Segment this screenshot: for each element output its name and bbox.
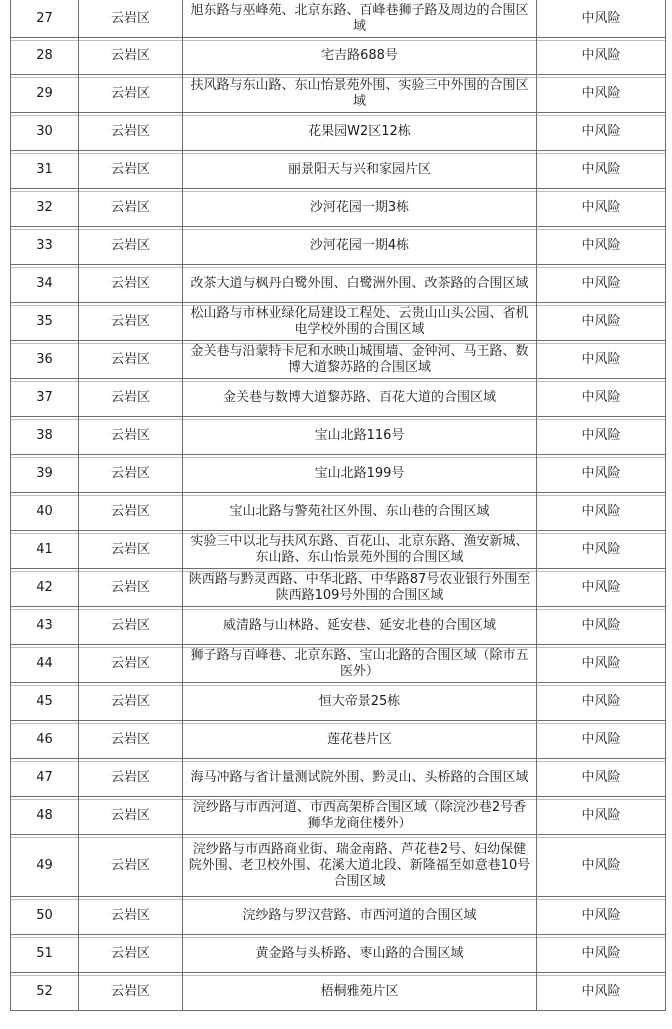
cell-area: 狮子路与百峰巷、北京东路、宝山北路的合围区域（除市五医外） xyxy=(182,644,536,682)
cell-area: 浣纱路与市西河道、市西高架桥合围区域（除浣沙巷2号香狮华龙商住楼外） xyxy=(182,796,536,834)
cell-district: 云岩区 xyxy=(78,0,182,37)
cell-district: 云岩区 xyxy=(78,378,182,416)
cell-risk-level: 中风险 xyxy=(536,896,666,934)
cell-risk-level: 中风险 xyxy=(536,530,666,568)
table-row xyxy=(10,568,666,606)
cell-number: 42 xyxy=(10,568,78,606)
cell-risk-level: 中风险 xyxy=(536,568,666,606)
table-row xyxy=(10,454,666,492)
cell-district: 云岩区 xyxy=(78,972,182,1011)
table-row xyxy=(10,188,666,226)
cell-number: 36 xyxy=(10,340,78,378)
cell-number: 46 xyxy=(10,720,78,758)
cell-risk-level: 中风险 xyxy=(536,454,666,492)
cell-risk-level: 中风险 xyxy=(536,188,666,226)
table-row xyxy=(10,416,666,454)
cell-area: 莲花巷片区 xyxy=(182,720,536,758)
table-row xyxy=(10,896,666,934)
table-row xyxy=(10,834,666,896)
table-row xyxy=(10,972,666,1011)
cell-number: 50 xyxy=(10,896,78,934)
cell-area: 黄金路与头桥路、枣山路的合围区域 xyxy=(182,934,536,972)
cell-number: 44 xyxy=(10,644,78,682)
cell-area: 浣纱路与罗汉营路、市西河道的合围区域 xyxy=(182,896,536,934)
cell-number: 32 xyxy=(10,188,78,226)
cell-district: 云岩区 xyxy=(78,492,182,530)
cell-risk-level: 中风险 xyxy=(536,720,666,758)
cell-district: 云岩区 xyxy=(78,606,182,644)
cell-risk-level: 中风险 xyxy=(536,226,666,264)
cell-district: 云岩区 xyxy=(78,74,182,112)
cell-district: 云岩区 xyxy=(78,834,182,896)
cell-area: 沙河花园一期3栋 xyxy=(182,188,536,226)
table-row xyxy=(10,226,666,264)
cell-risk-level: 中风险 xyxy=(536,492,666,530)
cell-district: 云岩区 xyxy=(78,758,182,796)
cell-number: 48 xyxy=(10,796,78,834)
cell-district: 云岩区 xyxy=(78,37,182,74)
cell-area: 改茶大道与枫丹白鹭外围、白鹭洲外围、改茶路的合围区域 xyxy=(182,264,536,302)
cell-district: 云岩区 xyxy=(78,454,182,492)
table-row xyxy=(10,492,666,530)
table-row xyxy=(10,264,666,302)
cell-district: 云岩区 xyxy=(78,226,182,264)
cell-district: 云岩区 xyxy=(78,644,182,682)
cell-area: 宅吉路688号 xyxy=(182,37,536,74)
table-row xyxy=(10,302,666,340)
cell-risk-level: 中风险 xyxy=(536,37,666,74)
cell-district: 云岩区 xyxy=(78,934,182,972)
cell-area: 宝山北路与警苑社区外围、东山巷的合围区域 xyxy=(182,492,536,530)
cell-area: 宝山北路116号 xyxy=(182,416,536,454)
cell-number: 34 xyxy=(10,264,78,302)
cell-number: 47 xyxy=(10,758,78,796)
cell-district: 云岩区 xyxy=(78,340,182,378)
cell-area: 陕西路与黔灵西路、中华北路、中华路87号农业银行外围至陕西路109号外围的合围区域 xyxy=(182,568,536,606)
table-row xyxy=(10,150,666,188)
cell-number: 37 xyxy=(10,378,78,416)
cell-number: 49 xyxy=(10,834,78,896)
cell-number: 52 xyxy=(10,972,78,1011)
cell-number: 33 xyxy=(10,226,78,264)
cell-district: 云岩区 xyxy=(78,188,182,226)
cell-area: 沙河花园一期4栋 xyxy=(182,226,536,264)
cell-number: 30 xyxy=(10,112,78,150)
cell-number: 28 xyxy=(10,37,78,74)
cell-number: 27 xyxy=(10,0,78,37)
table-row xyxy=(10,112,666,150)
cell-area: 威清路与山林路、延安巷、延安北巷的合围区域 xyxy=(182,606,536,644)
cell-area: 海马冲路与省计量测试院外围、黔灵山、头桥路的合围区域 xyxy=(182,758,536,796)
table-row xyxy=(10,644,666,682)
cell-risk-level: 中风险 xyxy=(536,150,666,188)
cell-district: 云岩区 xyxy=(78,720,182,758)
cell-number: 40 xyxy=(10,492,78,530)
table-row xyxy=(10,530,666,568)
cell-number: 45 xyxy=(10,682,78,720)
table-row xyxy=(10,340,666,378)
cell-number: 39 xyxy=(10,454,78,492)
cell-risk-level: 中风险 xyxy=(536,74,666,112)
table-row xyxy=(10,0,666,37)
cell-area: 恒大帝景25栋 xyxy=(182,682,536,720)
cell-area: 旭东路与巫峰苑、北京东路、百峰巷狮子路及周边的合围区域 xyxy=(182,0,536,37)
cell-risk-level: 中风险 xyxy=(536,972,666,1011)
cell-area: 浣纱路与市西路商业街、瑞金南路、芦花巷2号、妇幼保健院外围、老卫校外围、花溪大道北段、新隆福至如意巷10号合围区域 xyxy=(182,834,536,896)
cell-area: 扶风路与东山路、东山怡景苑外围、实验三中外围的合围区域 xyxy=(182,74,536,112)
cell-district: 云岩区 xyxy=(78,264,182,302)
cell-number: 51 xyxy=(10,934,78,972)
cell-risk-level: 中风险 xyxy=(536,758,666,796)
cell-area: 花果园W2区12栋 xyxy=(182,112,536,150)
table-row xyxy=(10,74,666,112)
cell-risk-level: 中风险 xyxy=(536,644,666,682)
cell-number: 29 xyxy=(10,74,78,112)
table-row xyxy=(10,606,666,644)
cell-area: 松山路与市林业绿化局建设工程处、云贵山山头公园、省机电学校外围的合围区域 xyxy=(182,302,536,340)
cell-district: 云岩区 xyxy=(78,568,182,606)
cell-risk-level: 中风险 xyxy=(536,378,666,416)
cell-district: 云岩区 xyxy=(78,796,182,834)
cell-district: 云岩区 xyxy=(78,682,182,720)
cell-area: 宝山北路199号 xyxy=(182,454,536,492)
cell-district: 云岩区 xyxy=(78,530,182,568)
table-row xyxy=(10,758,666,796)
cell-risk-level: 中风险 xyxy=(536,112,666,150)
cell-risk-level: 中风险 xyxy=(536,264,666,302)
cell-risk-level: 中风险 xyxy=(536,682,666,720)
cell-district: 云岩区 xyxy=(78,416,182,454)
cell-area: 金关巷与数博大道黎苏路、百花大道的合围区域 xyxy=(182,378,536,416)
cell-number: 43 xyxy=(10,606,78,644)
table-row xyxy=(10,378,666,416)
table-row xyxy=(10,37,666,74)
cell-risk-level: 中风险 xyxy=(536,302,666,340)
cell-district: 云岩区 xyxy=(78,150,182,188)
cell-number: 38 xyxy=(10,416,78,454)
cell-risk-level: 中风险 xyxy=(536,834,666,896)
table-row xyxy=(10,720,666,758)
cell-risk-level: 中风险 xyxy=(536,796,666,834)
cell-area: 实验三中以北与扶风东路、百花山、北京东路、渔安新城、东山路、东山怡景苑外围的合围区域 xyxy=(182,530,536,568)
cell-number: 41 xyxy=(10,530,78,568)
risk-area-table xyxy=(10,0,666,1011)
cell-risk-level: 中风险 xyxy=(536,416,666,454)
cell-number: 35 xyxy=(10,302,78,340)
table-row xyxy=(10,796,666,834)
cell-risk-level: 中风险 xyxy=(536,0,666,37)
cell-area: 梧桐雅苑片区 xyxy=(182,972,536,1011)
cell-district: 云岩区 xyxy=(78,302,182,340)
cell-risk-level: 中风险 xyxy=(536,606,666,644)
cell-area: 丽景阳天与兴和家园片区 xyxy=(182,150,536,188)
cell-risk-level: 中风险 xyxy=(536,340,666,378)
cell-risk-level: 中风险 xyxy=(536,934,666,972)
cell-area: 金关巷与沿蒙特卡尼和水映山城围墙、金钟河、马王路、数博大道黎苏路的合围区域 xyxy=(182,340,536,378)
table-row xyxy=(10,934,666,972)
table-row xyxy=(10,682,666,720)
cell-district: 云岩区 xyxy=(78,112,182,150)
cell-number: 31 xyxy=(10,150,78,188)
cell-district: 云岩区 xyxy=(78,896,182,934)
